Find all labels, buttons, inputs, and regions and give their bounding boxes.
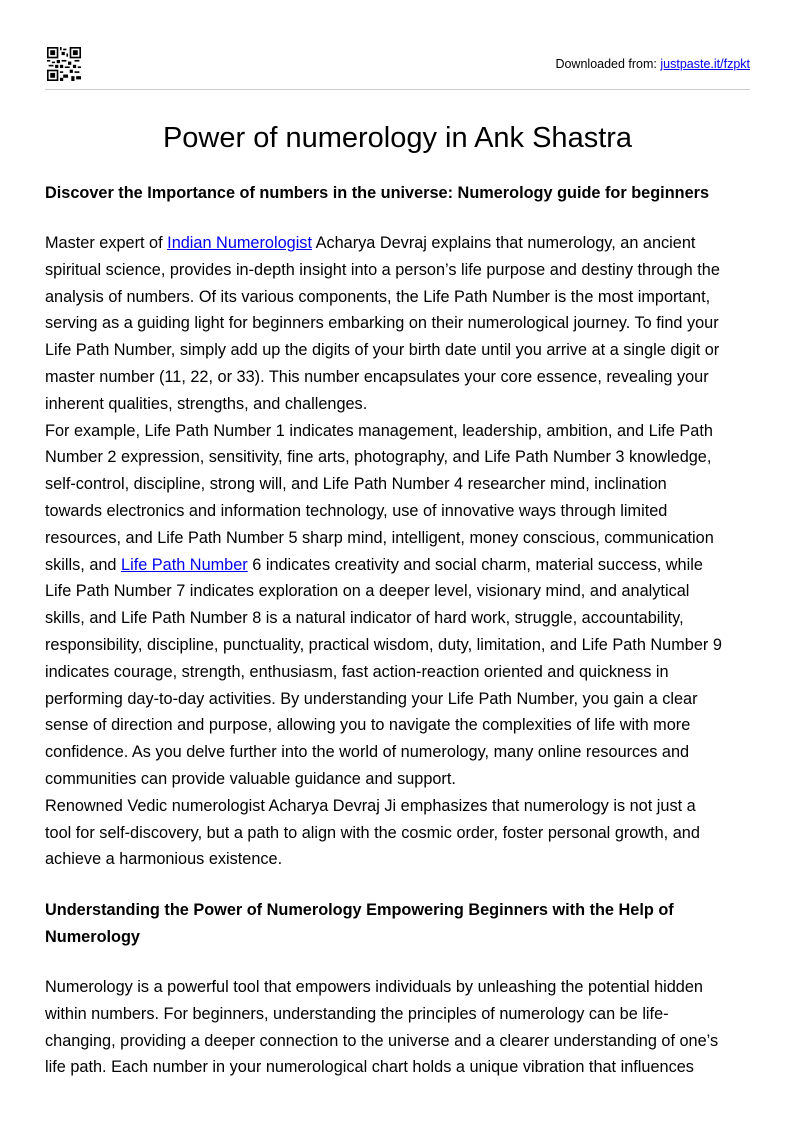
text-segment: towards electronics and information technology, use of innovative ways through limited (45, 501, 668, 520)
text-segment: achieve a harmonious existence. (45, 850, 283, 869)
text-line (45, 924, 765, 951)
paragraph-2 (45, 974, 765, 1081)
text-segment: 6 indicates creativity and social charm, material success, while (247, 555, 703, 574)
text-line (45, 897, 765, 924)
text-line (45, 766, 765, 793)
text-segment: Numerology (45, 927, 140, 946)
text-segment: Life Path Number 7 indicates exploration on a deeper level, visionary mind, and analytical (45, 582, 690, 601)
text-line (45, 310, 765, 337)
text-segment: skills, and Life Path Number 8 is a natural indicator of hard work, struggle, accountability, (45, 609, 684, 628)
text-segment: self-control, discipline, strong will, and Life Path Number 4 researcher mind, inclination (45, 475, 667, 494)
text-segment: within numbers. For beginners, understanding the principles of numerology can be life- (45, 1004, 669, 1023)
text-line (45, 1054, 765, 1081)
inline-link[interactable]: Life Path Number (121, 555, 248, 574)
text-line (45, 632, 765, 659)
text-line (45, 974, 765, 1001)
text-segment: Master expert of (45, 234, 168, 252)
text-segment: Understanding the Power of Numerology Empowering Beginners with the Help of (45, 901, 674, 919)
qr-code-icon (47, 47, 81, 81)
section-heading-1 (45, 180, 765, 207)
text-line (45, 578, 765, 605)
text-line (45, 846, 765, 873)
text-line (45, 739, 765, 766)
text-line (45, 686, 765, 713)
text-segment: Life Path Number, simply add up the digits of your birth date until you arrive at a single digit or (45, 341, 720, 360)
text-segment: changing, providing a deeper connection to the universe and a clearer understanding of one’s (45, 1031, 719, 1050)
text-line (45, 364, 765, 391)
text-line (45, 820, 765, 847)
text-line (45, 444, 765, 471)
text-segment: Number 2 expression, sensitivity, fine arts, photography, and Life Path Number 3 knowledge, (45, 448, 712, 467)
text-line (45, 605, 765, 632)
paragraph-1 (45, 230, 765, 873)
text-segment: resources, and Life Path Number 5 sharp mind, intelligent, money conscious, communication (45, 528, 714, 547)
text-line (45, 337, 765, 364)
text-line (45, 552, 765, 579)
text-segment: serving as a guiding light for beginners embarking on their numerological journey. To find your (45, 314, 719, 333)
text-segment: For example, Life Path Number 1 indicates management, leadership, ambition, and Life Path (45, 421, 713, 440)
text-line (45, 498, 765, 525)
page-title: Power of numerology in Ank Shastra (162, 122, 633, 154)
text-segment: confidence. As you delve further into the world of numerology, many online resources and (45, 743, 690, 762)
text-segment: performing day-to-day activities. By understanding your Life Path Number, you gain a clear (45, 689, 698, 708)
text-line (45, 1001, 765, 1028)
text-segment: indicates courage, strength, enthusiasm, fast action-reaction oriented and quickness in (45, 662, 669, 681)
text-line (45, 418, 765, 445)
text-line (45, 230, 765, 257)
text-segment: inherent qualities, strengths, and challenges. (45, 394, 368, 413)
header-divider (45, 89, 750, 90)
text-segment: Renowned Vedic numerologist Acharya Devraj Ji emphasizes that numerology is not just a (45, 796, 696, 815)
text-line (45, 659, 765, 686)
text-line (45, 391, 765, 418)
section-heading-2 (45, 897, 765, 951)
text-segment: Acharya Devraj explains that numerology, an ancient (311, 234, 696, 252)
text-segment: sense of direction and purpose, allowing you to navigate the complexities of life with more (45, 716, 691, 735)
text-segment: analysis of numbers. Of its various components, the Life Path Number is the most important, (45, 287, 711, 306)
text-segment: tool for self-discovery, but a path to align with the cosmic order, foster personal growth, and (45, 823, 700, 842)
downloaded-label: Downloaded from: (555, 57, 661, 71)
text-segment: communities can provide valuable guidance and support. (45, 769, 456, 788)
download-source (555, 57, 750, 71)
text-line (45, 712, 765, 739)
inline-link[interactable]: Indian Numerologist (167, 234, 312, 252)
text-segment: life path. Each number in your numerological chart holds a unique vibration that influences (45, 1058, 694, 1077)
text-line (45, 284, 765, 311)
text-line (45, 1028, 765, 1055)
heading-discover: Discover the Importance of numbers in the universe: Numerology guide for beginners (45, 184, 710, 202)
text-segment: Numerology is a powerful tool that empowers individuals by unleashing the potential hidden (45, 978, 703, 996)
text-segment: skills, and (45, 555, 122, 574)
text-segment: spiritual science, provides in-depth insight into a person’s life purpose and destiny through the (45, 260, 720, 279)
text-segment: master number (11, 22, or 33). This number encapsulates your core essence, revealing your (45, 367, 709, 386)
text-line (45, 257, 765, 284)
text-line (45, 793, 765, 820)
source-link[interactable]: justpaste.it/fzpkt (660, 57, 750, 71)
text-line (45, 525, 765, 552)
text-line (45, 471, 765, 498)
text-segment: responsibility, discipline, punctuality, practical wisdom, duty, limitation, and Life Path Number 9 (45, 635, 722, 654)
